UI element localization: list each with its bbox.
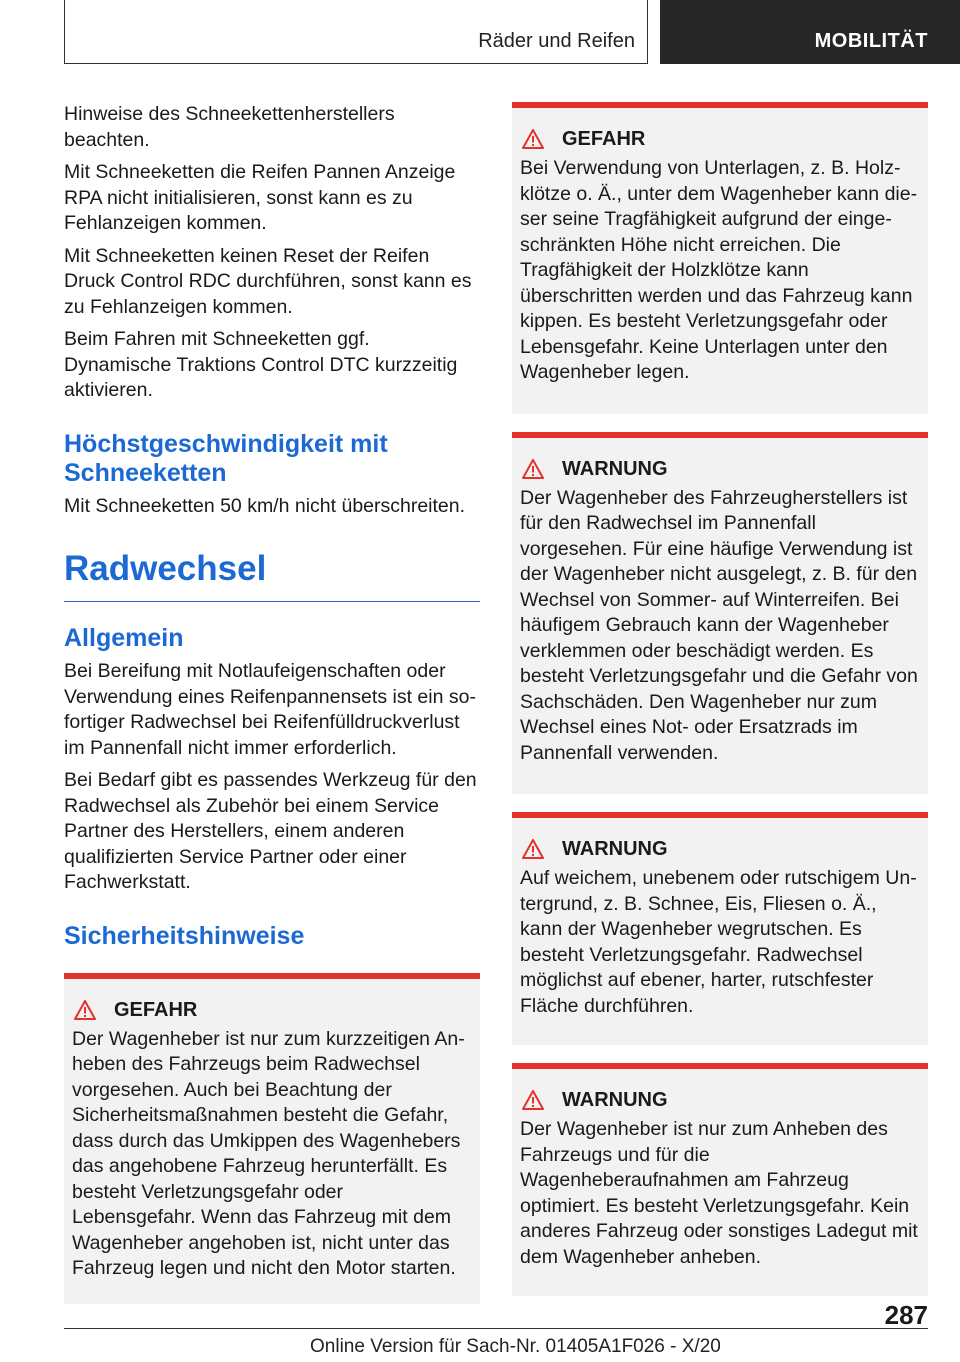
- paragraph: Mit Schneeketten die Reifen Pannen Anzeige RPA nicht initialisieren, sonst kann es zu Fehlanzeigen kommen.: [64, 161, 456, 234]
- box-title: GEFAHR: [114, 998, 198, 1021]
- paragraph: Bei Bereifung mit Notlaufeigenschaften oder Verwendung eines Reifenpannensets ist ein sofortiger Radwechsel bei Reifenfülldruckverlust im Pannenfall nicht immer erforderlich.: [64, 660, 476, 759]
- online-version-text: Online Version für Sach-Nr. 01405A1F026 - X/20: [310, 1336, 721, 1357]
- danger-box: [64, 973, 480, 1304]
- paragraph: Beim Fahren mit Schneeketten ggf. Dynamische Traktions Control DTC kurzzeitig aktivieren.: [64, 328, 458, 401]
- box-text: Bei Verwendung von Unterlagen, z. B. Holzklötze o. Ä., unter dem Wagenheber kann dieser seine Tragfähigkeit aufgrund der eingeschränkten Höhe nicht erreichen. Die Tragfähigkeit der Holzklötze kann überschritten werden und das Fahrzeug kann kippen. Es besteht Verletzungsgefahr oder Lebensgefahr. Keine Unterlagen unter den Wagenheber legen.: [520, 157, 918, 383]
- box-text: Der Wagenheber ist nur zum Anheben des Fahrzeugs und für die Wagenheberaufnahmen am Fahrzeug optimiert. Es besteht Verletzungsgefahr. Kein anderes Fahrzeug oder sonstiges Ladegut mit dem Wagenheber anheben.: [520, 1118, 918, 1268]
- footer-divider: [64, 1328, 928, 1329]
- right-column: [512, 102, 928, 1314]
- warning-triangle-icon: [74, 1000, 96, 1020]
- heading-allgemein: Allgemein: [64, 624, 184, 652]
- paragraph: Bei Bedarf gibt es passendes Werkzeug für den Radwechsel als Zubehör bei einem Service Partner des Herstellers, einem anderen qualifizierten Service Partner oder einer Fachwerkstatt.: [64, 769, 477, 893]
- box-title: WARNUNG: [562, 1089, 668, 1111]
- section-title: Räder und Reifen: [478, 30, 635, 52]
- box-text: Auf weichem, unebenem oder rutschigem Untergrund, z. B. Schnee, Eis, Fliesen o. Ä., kann der Wagenheber wegrutschen. Es besteht Verletzungsgefahr. Radwechsel möglichst auf ebener, harter, rutschfester Fläche durchführen.: [520, 867, 917, 1017]
- heading-speed: Höchstgeschwindigkeit mit Schneeketten: [64, 429, 388, 487]
- warning-triangle-icon: [522, 129, 544, 149]
- paragraph: Mit Schneeketten keinen Reset der Reifen Druck Control RDC durchführen, sonst kann es zu Fehlanzeigen kommen.: [64, 244, 472, 318]
- paragraph: Mit Schneeketten 50 km/h nicht überschreiten.: [64, 494, 466, 517]
- warning-box: [512, 1063, 928, 1296]
- box-title: GEFAHR: [562, 128, 646, 150]
- page-number: 287: [884, 1300, 928, 1330]
- warning-box: [512, 432, 928, 795]
- warning-triangle-icon: [522, 459, 544, 479]
- warning-triangle-icon: [522, 839, 544, 859]
- danger-box: [512, 102, 928, 414]
- warning-box: [512, 812, 928, 1045]
- heading-radwechsel: Radwechsel: [64, 547, 480, 602]
- chapter-title: MOBILITÄT: [814, 30, 928, 52]
- box-text: Der Wagenheber des Fahrzeugherstellers ist für den Radwechsel im Pannenfall vorgesehen. Für eine häufige Verwendung ist der Wagenheber nicht ausgelegt, z. B. für den Wechsel von Sommer- auf Winterreifen. Bei häufigem Gebrauch kann der Wagenheber verklemmen oder beschädigt werden. Es besteht Verletzungsgefahr und die Gefahr von Sachschäden. Den Wagenheber nur zum Wechsel eines Not- oder Ersatzrads im Pannenfall verwenden.: [520, 486, 918, 764]
- box-title: WARNUNG: [562, 838, 668, 860]
- warning-triangle-icon: [522, 1090, 544, 1110]
- header-section-tab: [64, 0, 648, 64]
- box-title: WARNUNG: [562, 457, 668, 480]
- paragraph: Hinweise des Schneekettenherstellers beachten.: [64, 103, 395, 151]
- header-chapter-tab: [660, 0, 960, 64]
- box-text: Der Wagenheber ist nur zum kurzzeitigen Anheben des Fahrzeugs beim Radwechsel vorgesehen. Auch bei Beachtung der Sicherheitsmaßnahmen besteht die Gefahr, dass durch das Umkippen des Wagenhebers das angehobene Fahrzeug herunterfällt. Es besteht Verletzungsgefahr oder Lebensgefahr. Wenn das Fahrzeug mit dem Wagenheber angehoben ist, nicht unter das Fahrzeug legen und nicht den Motor starten.: [72, 1027, 465, 1279]
- left-column: [64, 102, 480, 1322]
- heading-sicherheitshinweise: Sicherheitshinweise: [64, 921, 305, 950]
